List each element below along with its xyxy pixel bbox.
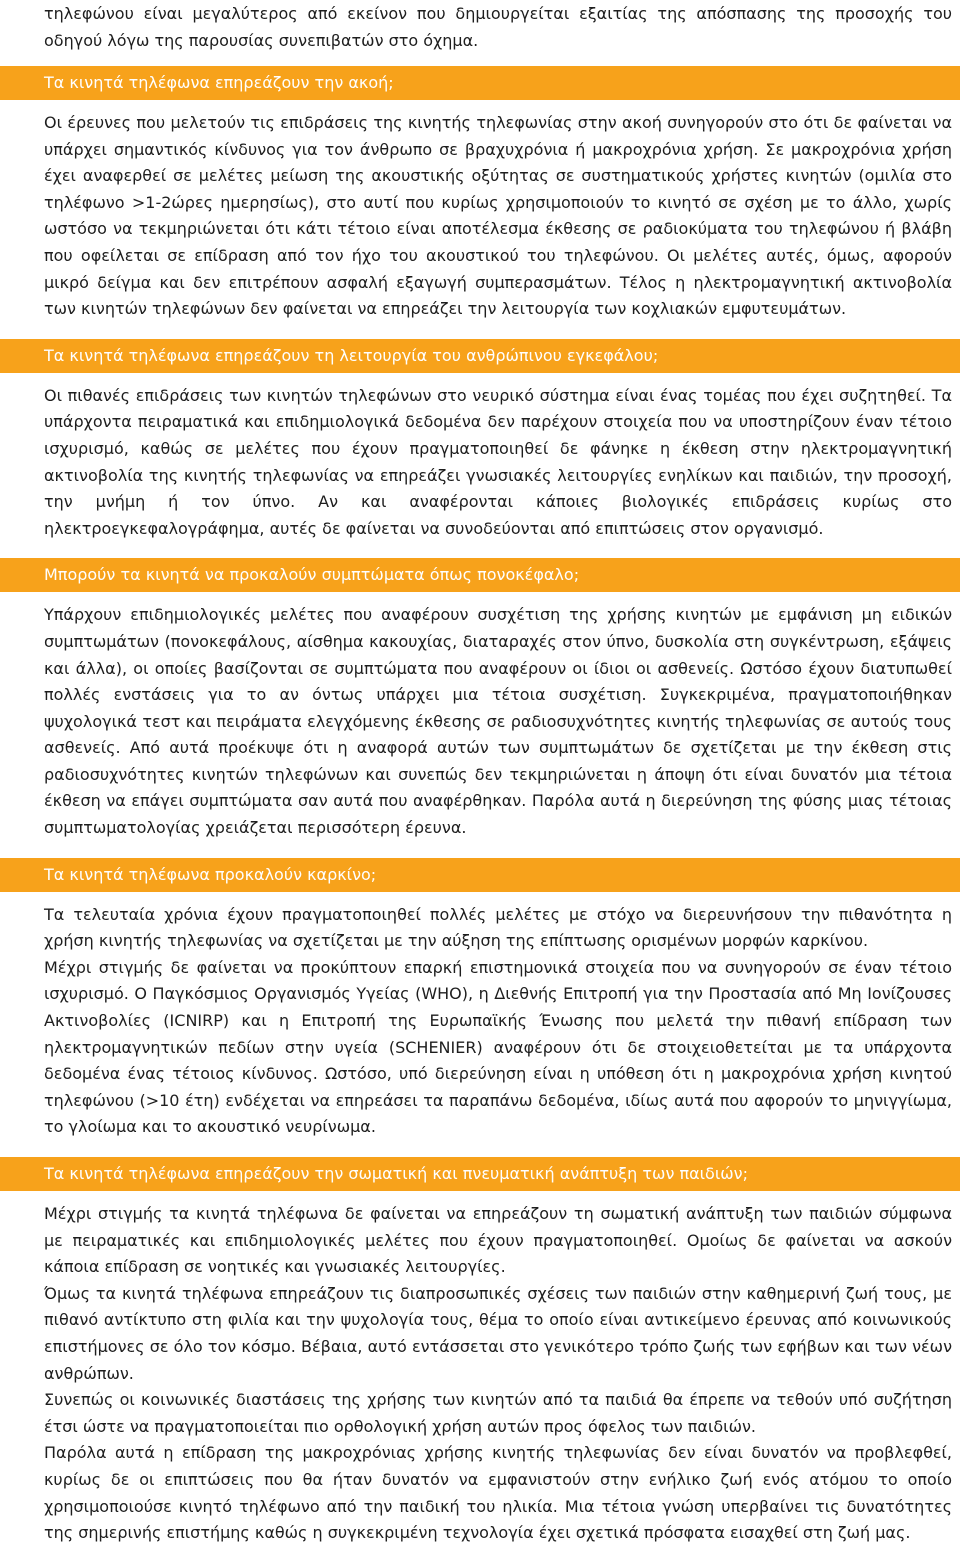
- section-paragraph: Υπάρχουν επιδημιολογικές μελέτες που αναφέρουν συσχέτιση της χρήσης κινητών με εμφάνιση μη ειδικών συμπτωμάτων (πονοκεφάλους, αίσθημα κακουχίας, διαταραχές στον ύπνο, δυσκολία στη συγκέντρωση, εξάψεις και άλλα), οι οποίες βασίζονται σε συμπτώματα που αναφέρουν οι ίδιοι οι ασθενείς. Ωστόσο έχουν διατυπωθεί πολλές ενστάσεις για το αν όντως υπάρχει μια τέτοια συσχέτιση. Συγκεκριμένα, πραγματοποιήθηκαν ψυχολογικά τεστ και πειράματα ελεγχόμενης έκθεσης σε ραδιοσυχνότητες κινητής τηλεφωνίας σε αυτούς τους ασθενείς. Από αυτά προέκυψε ότι η αναφορά αυτών των συμπτωμάτων δε σχετίζεται με την έκθεση στις ραδιοσυχνότητες κινητών τηλεφώνων και συνεπώς δεν τεκμηριώνεται η άποψη ότι είναι δυνατόν μια τέτοια έκθεση να επάγει συμπτώματα σαν αυτά που αναφέρθηκαν. Παρόλα αυτά η διερεύνηση της φύσης μιας τέτοιας συμπτωματολογίας χρειάζεται περισσότερη έρευνα.: [44, 605, 952, 838]
- section-paragraph: Μέχρι στιγμής δε φαίνεται να προκύπτουν επαρκή επιστημονικά στοιχεία που να συνηγορούν σε έναν τέτοιο ισχυρισμό. Ο Παγκόσμιος Οργανισμός Υγείας (WHO), η Διεθνής Επιτροπή για την Προστασία από Μη Ιονίζουσες Ακτινοβολίες (ICNIRP) και η Επιτροπή της Ευρωπαϊκής Ένωσης που μελετά την πιθανή επίδραση των ηλεκτρομαγνητικών πεδίων στην υγεία (SCHENIER) αναφέρουν ότι δε στοιχειοθετείται με τα υπάρχοντα δεδομένα ένας τέτοιος κίνδυνος. Ωστόσο, υπό διερεύνηση είναι η υπόθεση ότι η μακροχρόνια χρήση κινητού τηλεφώνου (>10 έτη) ενδέχεται να επηρεάσει τα παραπάνω δεδομένα, ιδίως αυτά που αφορούν το μηνιγγίωμα, το γλοίωμα και το ακουστικό νευρίνωμα.: [44, 957, 952, 1137]
- section-paragraph: Μέχρι στιγμής τα κινητά τηλέφωνα δε φαίνεται να επηρεάζουν τη σωματική ανάπτυξη των παιδιών σύμφωνα με πειραματικές και επιδημιολογικές μελέτες που έχουν πραγματοποιηθεί. Ομοίως δε φαίνεται να ασκούν κάποια επίδραση σε νοητικές και γνωσιακές λειτουργίες.: [44, 1204, 952, 1277]
- section-paragraph: Οι πιθανές επιδράσεις των κινητών τηλεφώνων στο νευρικό σύστημα είναι ένας τομέας που έχει συζητηθεί. Τα υπάρχοντα πειραματικά και επιδημιολογικά δεδομένα δεν παρέχουν στοιχεία που να υποστηρίζουν έναν τέτοιο ισχυρισμό, καθώς σε μελέτες που έχουν πραγματοποιηθεί δε φάνηκε η έκθεση στην ηλεκτρομαγνητική ακτινοβολία της κινητής τηλεφωνίας να επηρεάζει γνωσιακές λειτουργίες ενηλίκων και παιδιών, την προσοχή, την μνήμη ή τον ύπνο. Αν και αναφέρονται κάποιες βιολογικές επιδράσεις κυρίως στο ηλεκτροεγκεφαλογράφημα, αυτές δε φαίνεται να συνοδεύονται από επιπτώσεις στον οργανισμό.: [44, 385, 952, 538]
- section-paragraph: Όμως τα κινητά τηλέφωνα επηρεάζουν τις διαπροσωπικές σχέσεις των παιδιών στην καθημερινή ζωή τους, με πιθανό αντίκτυπο στη φιλία και την ψυχολογία τους, θέμα το οποίο είναι αντικείμενο έρευνας από κοινωνικούς επιστήμονες σε όλο τον κόσμο. Βέβαια, αυτό εντάσσεται στο γενικότερο τρόπο ζωής των εφήβων και των νέων ανθρώπων.: [44, 1283, 952, 1383]
- section-heading: Τα κινητά τηλέφωνα επηρεάζουν την σωματική και πνευματική ανάπτυξη των παιδιών;: [0, 1157, 960, 1191]
- section-paragraph: Οι έρευνες που μελετούν τις επιδράσεις της κινητής τηλεφωνίας στην ακοή συνηγορούν στο ότι δε φαίνεται να υπάρχει σημαντικός κίνδυνος για τον άνθρωπο σε βραχυχρόνια ή μακροχρόνια χρήση. Σε μακροχρόνια χρήση έχει αναφερθεί σε μελέτες μείωση της ακουστικής οξύτητας σε συστηματικούς χρήστες κινητών (ομιλία στο τηλέφωνο >1-2ώρες ημερησίως), στο αυτί που κυρίως χρησιμοποιούν το κινητό σε σχέση με το άλλο, χωρίς ωστόσο να τεκμηριώνεται ότι κάτι τέτοιο είναι αποτέλεσμα έκθεσης σε ραδιοκύματα του τηλεφώνου ή βλάβη που οφείλεται σε επίδραση από τον ήχο του ακουστικού του τηλεφώνου. Οι μελέτες αυτές, όμως, αφορούν μικρό δείγμα και δεν επιτρέπουν ασφαλή εξαγωγή συμπερασμάτων. Τέλος η ηλεκτρομαγνητική ακτινοβολία των κινητών τηλεφώνων δεν φαίνεται να επηρεάζει την λειτουργία των κοχλιακών εμφυτευμάτων.: [44, 113, 952, 319]
- section-heading: Τα κινητά τηλέφωνα προκαλούν καρκίνο;: [0, 858, 960, 892]
- intro-paragraph: τηλεφώνου είναι μεγαλύτερος από εκείνον που δημιουργείται εξαιτίας της απόσπασης της προσοχής του οδηγού λόγω της παρουσίας συνεπιβατών στο όχημα.: [44, 4, 952, 50]
- section-heading: Τα κινητά τηλέφωνα επηρεάζουν την ακοή;: [0, 66, 960, 100]
- section-paragraph: Παρόλα αυτά η επίδραση της μακροχρόνιας χρήσης κινητής τηλεφωνίας δεν είναι δυνατόν να προβλεφθεί, κυρίως δε οι επιπτώσεις που θα ήταν δυνατόν να εμφανιστούν στην ενήλικο ζωή ενός ατόμου το οποίο χρησιμοποιούσε κινητό τηλέφωνο από την παιδική του ηλικία. Μια τέτοια γνώση υπερβαίνει τις δυνατότητες της σημερινής επιστήμης καθώς η συγκεκριμένη τεχνολογία έχει σχετικά πρόσφατα εισαχθεί στη ζωή μας.: [44, 1443, 952, 1543]
- section-brain: [0, 339, 960, 543]
- section-paragraph: Τα τελευταία χρόνια έχουν πραγματοποιηθεί πολλές μελέτες με στόχο να διερευνήσουν την πιθανότητα η χρήση κινητής τηλεφωνίας να σχετίζεται με την αύξηση της επίπτωσης ορισμένων μορφών καρκίνου.: [44, 904, 952, 951]
- section-children: [0, 1157, 960, 1547]
- section-heading: Τα κινητά τηλέφωνα επηρεάζουν τη λειτουργία του ανθρώπινου εγκεφάλου;: [0, 339, 960, 373]
- section-heading: Μπορούν τα κινητά να προκαλούν συμπτώματα όπως πονοκέφαλο;: [0, 558, 960, 592]
- section-cancer: [0, 858, 960, 1141]
- section-headache: [0, 558, 960, 841]
- section-hearing: [0, 66, 960, 323]
- section-paragraph: Συνεπώς οι κοινωνικές διαστάσεις της χρήσης των κινητών από τα παιδιά θα έπρεπε να τεθούν υπό συζήτηση έτσι ώστε να πραγματοποιείται πιο ορθολογική χρήση αυτών προς όφελος των παιδιών.: [44, 1390, 952, 1436]
